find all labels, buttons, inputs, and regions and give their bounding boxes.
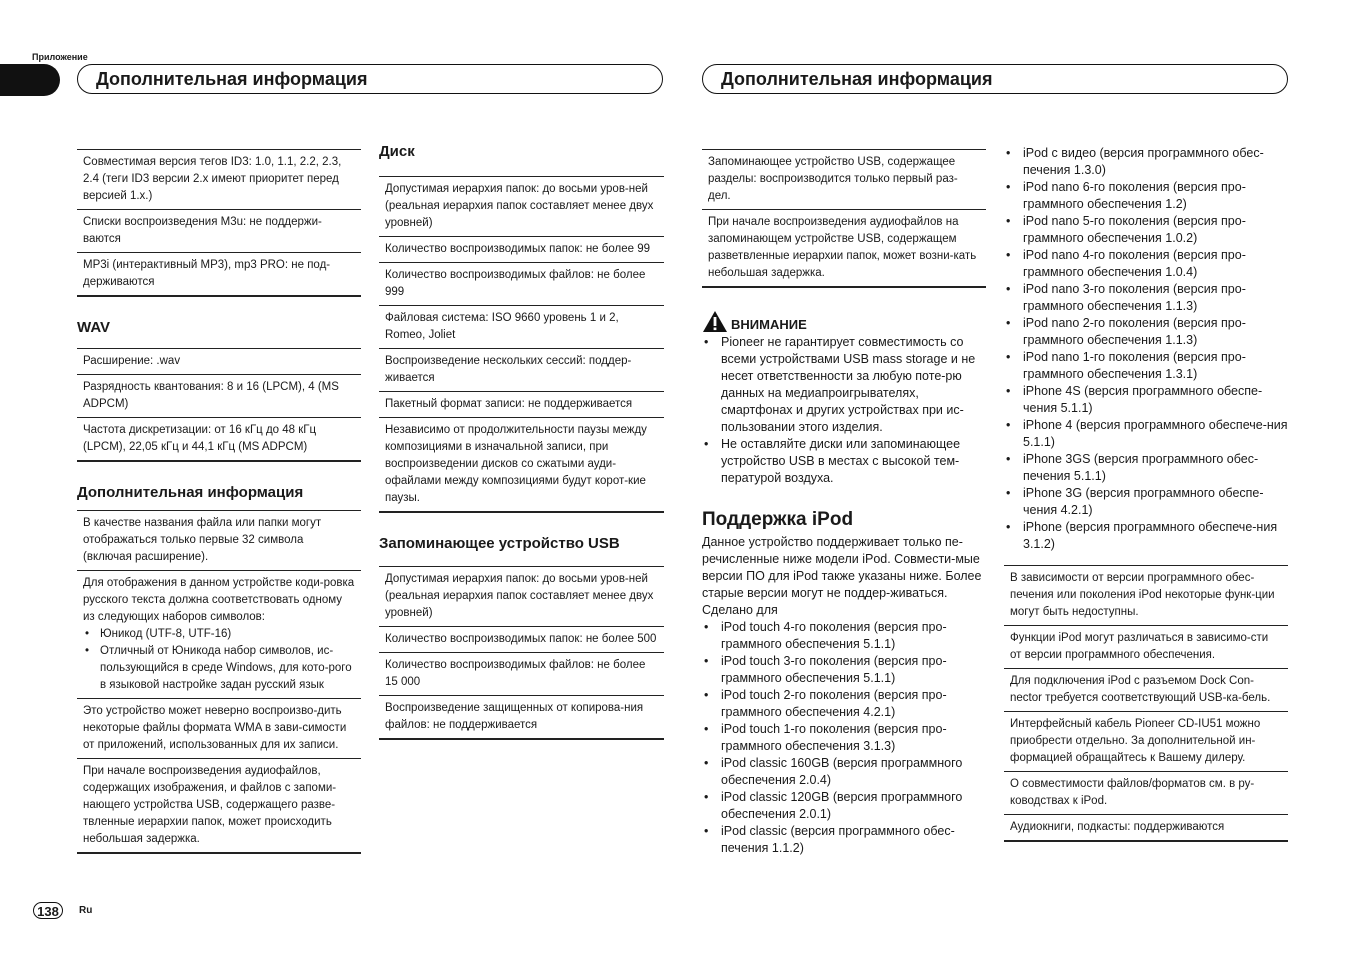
warning-title: ВНИМАНИЕ <box>731 317 807 332</box>
table-cell: Для подключения iPod с разъемом Dock Con-nector требуется соответствующий USB-ка-бель. <box>1004 669 1288 712</box>
list-item: • iPhone 3GS (версия программного обес-печения 5.1.1) <box>1023 451 1288 485</box>
ipod-heading: Поддержка iPod <box>702 509 854 530</box>
column-2 <box>379 143 664 740</box>
warning-heading <box>702 310 986 333</box>
list-item: • iPod nano 4-го поколения (версия про-граммного обеспечения 1.0.4) <box>1023 247 1288 281</box>
section-tab <box>0 64 60 96</box>
ipod-notes-table <box>1004 565 1288 842</box>
table-cell: Воспроизведение нескольких сессий: поддер-живается <box>379 349 664 392</box>
table-cell: Аудиокниги, подкасты: поддерживаются <box>1004 815 1288 842</box>
table-cell: Пакетный формат записи: не поддерживается <box>379 392 664 418</box>
list-item: • iPod classic (версия программного обес-печения 1.1.2) <box>721 823 986 857</box>
language-code: Ru <box>79 905 93 916</box>
table-cell: Файловая система: ISO 9660 уровень 1 и 2, Romeo, Joliet <box>379 306 664 349</box>
page-number: 138 <box>33 902 63 919</box>
table-cell: При начале воспроизведения аудиофайлов, содержащих изображения, и файлов с запоми-нающего устройства USB, содержащего разве-твленные иерархии папок, может происходить небольшая задержка. <box>77 759 361 854</box>
table-cell: Запоминающее устройство USB, содержащее разделы: воспроизводится только первый раз-дел. <box>702 150 986 210</box>
list-item: • iPhone 4S (версия программного обеспе-чения 5.1.1) <box>1023 383 1288 417</box>
id3-table <box>77 149 361 297</box>
list-item: • iPod touch 2-го поколения (версия про-граммного обеспечения 4.2.1) <box>721 687 986 721</box>
disc-heading: Диск <box>379 143 415 160</box>
extra-info-table <box>77 510 361 854</box>
table-cell: Расширение: .wav <box>77 349 361 375</box>
warning-list <box>702 334 986 487</box>
table-cell: Воспроизведение защищенных от копирова-ния файлов: не поддерживается <box>379 696 664 740</box>
table-cell: Функции iPod могут различаться в зависимо-сти от версии программного обеспечения. <box>1004 626 1288 669</box>
table-cell: Количество воспроизводимых файлов: не более 999 <box>379 263 664 306</box>
table-cell: MP3i (интерактивный MP3), mp3 PRO: не под-держиваются <box>77 253 361 297</box>
cell-text: Для отображения в данном устройстве коди-ровка русского текста должна соответствовать одному из следующих наборов символов: <box>83 577 355 623</box>
list-item: • Не оставляйте диски или запоминающее устройство USB в местах с высокой тем-пературой воздуха. <box>721 436 986 487</box>
disc-table <box>379 176 664 513</box>
header-left-title: Дополнительная информация <box>96 68 368 89</box>
section-label: Приложение <box>32 52 88 62</box>
wav-table <box>77 348 361 462</box>
table-cell <box>77 571 361 699</box>
table-cell: Количество воспроизводимых папок: не более 500 <box>379 627 664 653</box>
table-cell: Совместимая версия тегов ID3: 1.0, 1.1, 2.2, 2.3, 2.4 (теги ID3 версии 2.x имеют приоритет перед версией 1.x.) <box>77 150 361 210</box>
table-cell: Разрядность квантования: 8 и 16 (LPCM), 4 (MS ADPCM) <box>77 375 361 418</box>
list-item: • iPhone (версия программного обеспече-ния 3.1.2) <box>1023 519 1288 553</box>
column-4 <box>1004 145 1288 842</box>
charset-list <box>83 626 355 694</box>
table-cell: Допустимая иерархия папок: до восьми уров-ней (реальная иерархия папок составляет менее двух уровней) <box>379 567 664 627</box>
made-for-label: Сделано для <box>702 603 778 617</box>
list-item: • iPhone 4 (версия программного обеспече-ния 5.1.1) <box>1023 417 1288 451</box>
list-item: • iPod classic 120GB (версия программного обеспечения 2.0.1) <box>721 789 986 823</box>
list-item: • iPod nano 2-го поколения (версия про-граммного обеспечения 1.1.3) <box>1023 315 1288 349</box>
list-item: • iPod classic 160GB (версия программного обеспечения 2.0.4) <box>721 755 986 789</box>
table-cell: В качестве названия файла или папки могут отображаться только первые 32 символа (включая расширение). <box>77 511 361 571</box>
ipod-list <box>702 619 986 857</box>
usb-table <box>379 566 664 740</box>
list-item: • Pioneer не гарантирует совместимость со всеми устройствами USB mass storage и не несет ответственности за любую поте-рю данных на медиапроигрывателях, смартфонах и других устройствах при ис-пользовании этого изделия. <box>721 334 986 436</box>
list-item: • iPod touch 1-го поколения (версия про-граммного обеспечения 3.1.3) <box>721 721 986 755</box>
list-item: • Юникод (UTF-8, UTF-16) <box>100 626 355 643</box>
table-cell: Независимо от продолжительности паузы между композициями в изначальной записи, при воспроизведении дисков со сжатыми ауди-офайлами между композициями будут корот-кие паузы. <box>379 418 664 513</box>
list-item: • iPod nano 3-го поколения (версия про-граммного обеспечения 1.1.3) <box>1023 281 1288 315</box>
table-cell: Списки воспроизведения M3u: не поддержи-ваются <box>77 210 361 253</box>
column-3 <box>702 149 986 857</box>
table-cell: Интерфейсный кабель Pioneer CD-IU51 можно приобрести отдельно. За дополнительной ин-формацией обращайтесь к Вашему дилеру. <box>1004 712 1288 772</box>
wav-heading: WAV <box>77 319 111 336</box>
list-item: • iPod touch 4-го поколения (версия про-граммного обеспечения 5.1.1) <box>721 619 986 653</box>
usb-notes-table <box>702 149 986 288</box>
table-cell: Это устройство может неверно воспроизво-дить некоторые файлы формата WMA в зави-симости от приложений, использованных для их записи. <box>77 699 361 759</box>
list-item: • iPod с видео (версия программного обес-печения 1.3.0) <box>1023 145 1288 179</box>
column-1 <box>77 149 361 854</box>
table-cell: Количество воспроизводимых папок: не более 99 <box>379 237 664 263</box>
table-cell: Частота дискретизации: от 16 кГц до 48 кГц (LPCM), 22,05 кГц и 44,1 кГц (MS ADPCM) <box>77 418 361 462</box>
table-cell: О совместимости файлов/форматов см. в ру-ководствах к iPod. <box>1004 772 1288 815</box>
table-cell: Количество воспроизводимых файлов: не более 15 000 <box>379 653 664 696</box>
ipod-intro: Данное устройство поддерживает только пе-речисленные ниже модели iPod. Совмести-мые версии ПО для iPod также указаны ниже. Более старые версии могут не поддер-живаться. <box>702 535 982 600</box>
list-item: • iPod touch 3-го поколения (версия про-граммного обеспечения 5.1.1) <box>721 653 986 687</box>
header-right <box>702 64 1288 94</box>
list-item: • iPod nano 1-го поколения (версия про-граммного обеспечения 1.3.1) <box>1023 349 1288 383</box>
table-cell: В зависимости от версии программного обес-печения или поколения iPod некоторые функ-ции могут быть недоступны. <box>1004 566 1288 626</box>
header-right-title: Дополнительная информация <box>721 68 993 89</box>
list-item: • Отличный от Юникода набор символов, ис-пользующийся в среде Windows, для кото-рого в языковой настройке задан русский язык <box>100 643 355 694</box>
table-cell: При начале воспроизведения аудиофайлов на запоминающем устройстве USB, содержащем разветвленные иерархии папок, может возни-кать небольшая задержка. <box>702 210 986 288</box>
ipod-list-continued <box>1004 145 1288 553</box>
list-item: • iPod nano 6-го поколения (версия про-граммного обеспечения 1.2) <box>1023 179 1288 213</box>
usb-heading: Запоминающее устройство USB <box>379 535 620 552</box>
header-left <box>77 64 663 94</box>
list-item: • iPod nano 5-го поколения (версия про-граммного обеспечения 1.0.2) <box>1023 213 1288 247</box>
table-cell: Допустимая иерархия папок: до восьми уров-ней (реальная иерархия папок составляет менее двух уровней) <box>379 177 664 237</box>
extra-info-heading: Дополнительная информация <box>77 484 304 501</box>
list-item: • iPhone 3G (версия программного обеспе-чения 4.2.1) <box>1023 485 1288 519</box>
warning-icon <box>702 310 728 333</box>
